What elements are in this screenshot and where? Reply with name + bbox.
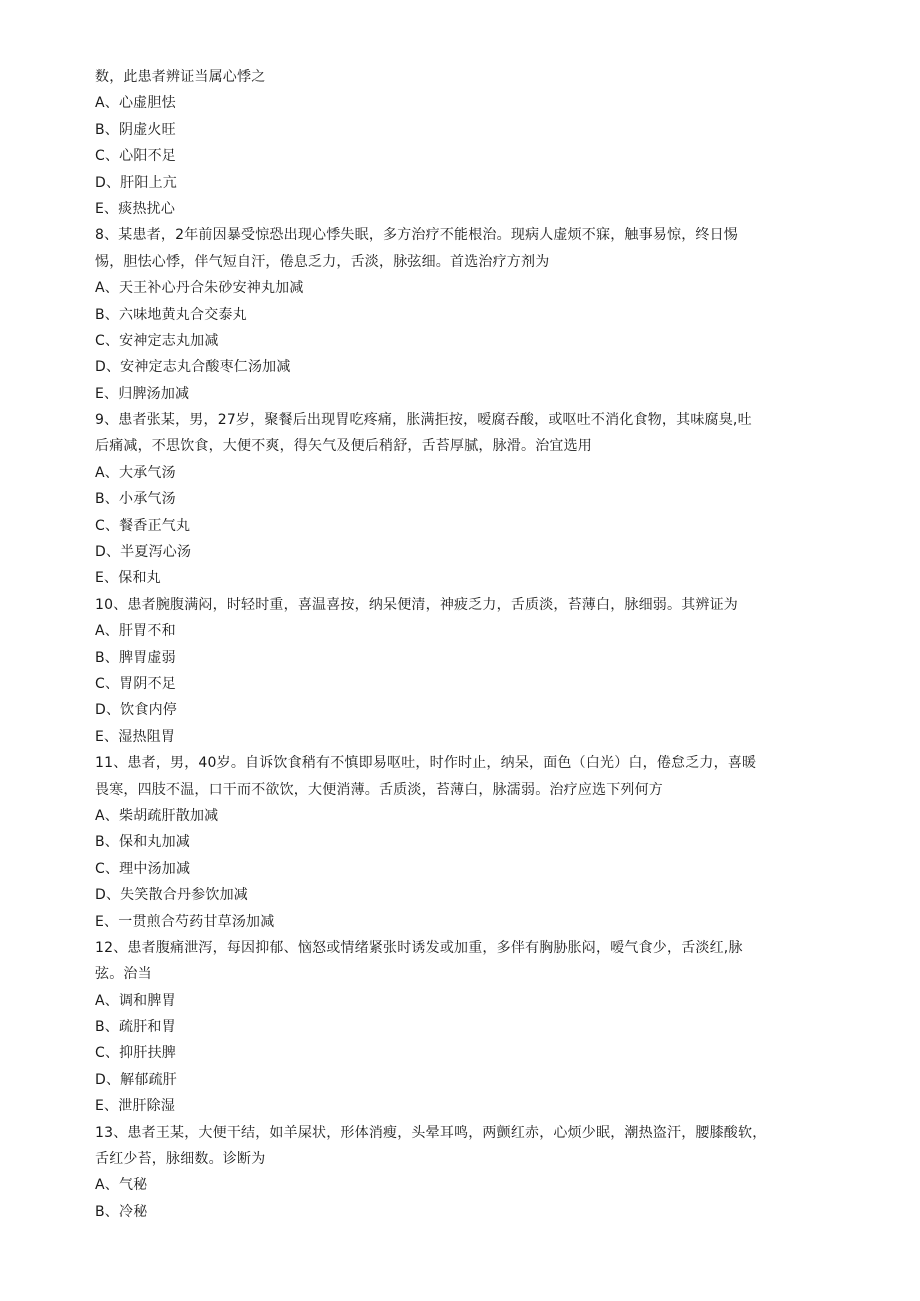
answer-option: C、理中汤加减 <box>95 860 191 877</box>
question-stem-line: 8、某患者，2年前因暴受惊恐出现心悸失眠，多方治疗不能根治。现病人虚烦不寐，触事易惊，终日惕 <box>95 227 739 244</box>
answer-option: C、抑肝扶脾 <box>95 1045 176 1062</box>
question-stem-line: 13、患者王某，大便干结，如羊屎状，形体消瘦，头晕耳鸣，两颤红赤，心烦少眠，潮热盗汗，腰膝酸软， <box>95 1124 767 1141</box>
answer-option: B、疏肝和胃 <box>95 1019 176 1036</box>
answer-option: A、气秘 <box>95 1177 148 1194</box>
answer-option: D、解郁疏肝 <box>95 1071 177 1088</box>
answer-option: A、天王补心丹合朱砂安神丸加减 <box>95 280 304 297</box>
question-stem-line: 弦。治当 <box>95 966 152 983</box>
answer-option: C、安神定志丸加减 <box>95 332 219 349</box>
question-stem-line: 12、患者腹痛泄泻，每因抑郁、恼怒或情绪紧张时诱发或加重，多伴有胸胁胀闷，嗳气食少，舌淡红,脉 <box>95 939 743 956</box>
answer-option: D、肝阳上亢 <box>95 174 177 191</box>
question-stem-line: 惕，胆怯心悸，伴气短自汗，倦息乏力，舌淡，脉弦细。首选治疗方剂为 <box>95 253 550 270</box>
question-stem <box>95 1120 825 1173</box>
answer-option: B、阴虚火旺 <box>95 121 176 138</box>
question-stem-line: 10、患者腕腹满闷，时轻时重，喜温喜按，纳呆便清，神疲乏力，舌质淡，苔薄白，脉细弱。其辨证为 <box>95 596 739 613</box>
answer-option: A、调和脾胃 <box>95 992 176 1009</box>
answer-option: B、脾胃虚弱 <box>95 649 176 666</box>
answer-option: E、保和丸 <box>95 570 161 587</box>
answer-option: E、湿热阻胃 <box>95 728 176 745</box>
answer-option: C、胃阴不足 <box>95 675 176 692</box>
answer-option: E、痰热扰心 <box>95 200 176 217</box>
question-stem <box>95 592 825 618</box>
question-stem-line: 11、患者，男，40岁。自诉饮食稍有不慎即易呕吐，时作时止，纳呆，面色（白光）白，倦怠乏力，喜暖 <box>95 755 757 772</box>
answer-option: D、半夏泻心汤 <box>95 544 192 561</box>
answer-option: C、餐香正气丸 <box>95 517 191 534</box>
answer-option: B、六味地黄丸合交泰丸 <box>95 306 247 323</box>
document-page <box>95 64 825 1225</box>
question-stem-line: 舌红少苔，脉细数。诊断为 <box>95 1151 266 1168</box>
answer-option: E、一贯煎合芍药甘草汤加减 <box>95 913 275 930</box>
answer-option: A、肝胃不和 <box>95 623 176 640</box>
answer-option: B、冷秘 <box>95 1203 148 1220</box>
question-stem-line: 后痛减，不思饮食，大便不爽，得矢气及便后稍舒，舌苔厚腻，脉滑。治宜选用 <box>95 438 592 455</box>
answer-option: B、保和丸加减 <box>95 834 191 851</box>
answer-option: E、泄肝除湿 <box>95 1098 176 1115</box>
answer-option: E、归脾汤加减 <box>95 385 190 402</box>
answer-option: A、大承气汤 <box>95 464 176 481</box>
question-stem <box>95 222 825 275</box>
question-stem <box>95 750 825 803</box>
question-stem-line: 数，此患者辨证当属心悸之 <box>95 69 266 85</box>
question-stem <box>95 935 825 988</box>
answer-option: A、柴胡疏肝散加减 <box>95 807 219 824</box>
question-stem <box>95 407 825 460</box>
answer-option: D、安神定志丸合酸枣仁汤加减 <box>95 359 291 376</box>
answer-option: C、心阳不足 <box>95 148 176 165</box>
question-stem <box>95 64 825 90</box>
answer-option: D、失笑散合丹参饮加减 <box>95 887 248 904</box>
answer-option: B、小承气汤 <box>95 491 176 508</box>
answer-option: D、饮食内停 <box>95 702 177 719</box>
question-stem-line: 畏寒，四肢不温，口干而不欲饮，大便消薄。舌质淡，苔薄白，脉濡弱。治疗应选下列何方 <box>95 781 663 798</box>
answer-option: A、心虚胆怯 <box>95 95 176 112</box>
question-stem-line: 9、患者张某，男，27岁，聚餐后出现胃吃疼痛，胀满拒按，嗳腐吞酸，或呕吐不消化食物，其味腐臭,吐 <box>95 412 752 429</box>
